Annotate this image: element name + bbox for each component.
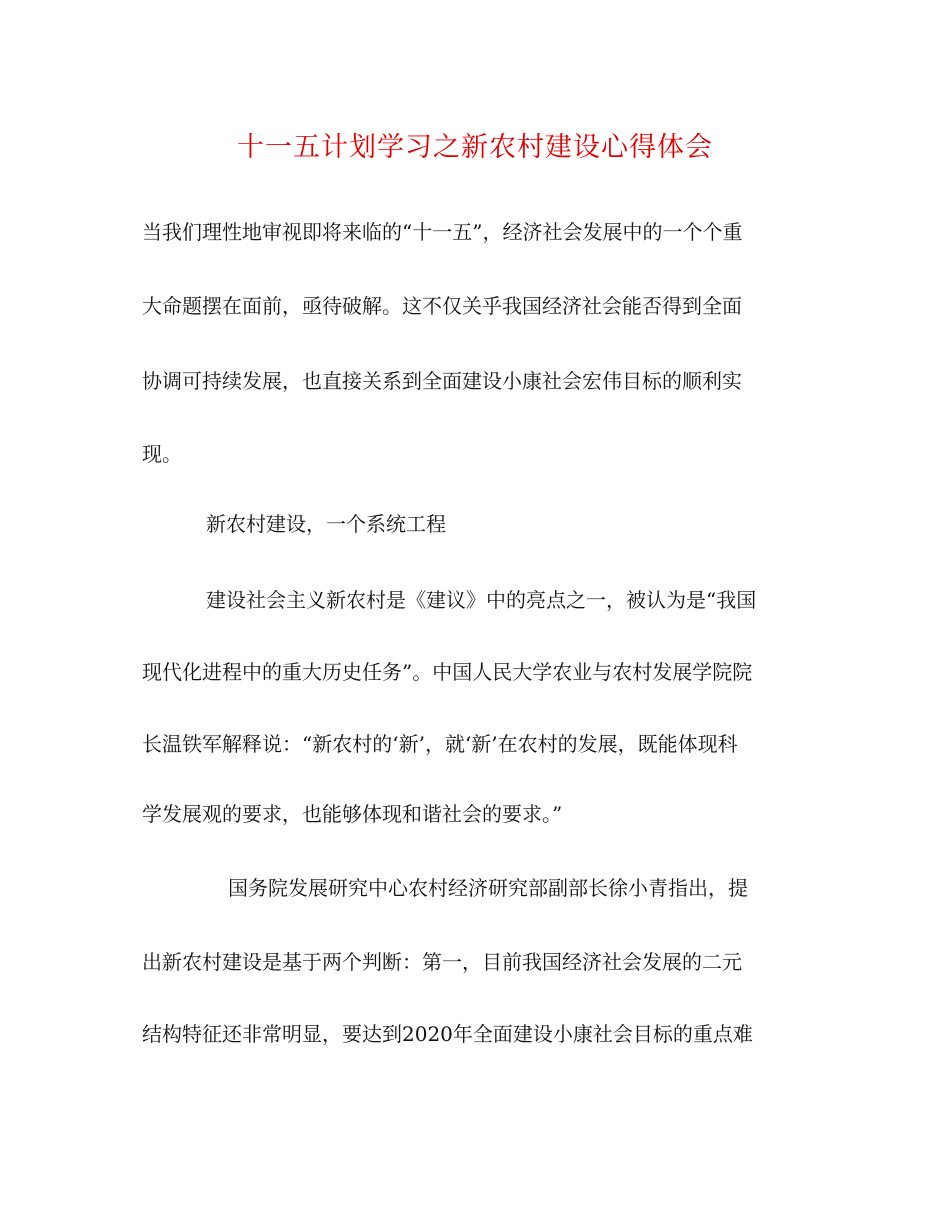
paragraph-line: 当我们理性地审视即将来临的“十一五”，经济社会发展中的一个个重	[142, 220, 743, 244]
paragraph-line: 国务院发展研究中心农村经济研究部副部长徐小青指出，提	[228, 876, 748, 900]
section-heading: 新农村建设，一个系统工程	[206, 512, 446, 536]
paragraph-line: 出新农村建设是基于两个判断：第一，目前我国经济社会发展的二元	[142, 950, 742, 974]
document-title: 十一五计划学习之新农村建设心得体会	[237, 132, 713, 163]
paragraph-line: 现代化进程中的重大历史任务”。中国人民大学农业与农村发展学院院	[142, 660, 753, 684]
paragraph-line: 学发展观的要求，也能够体现和谐社会的要求。”	[142, 802, 563, 826]
paragraph-line: 结构特征还非常明显，要达到2020年全面建设小康社会目标的重点难	[142, 1022, 753, 1046]
paragraph-line: 大命题摆在面前，亟待破解。这不仅关乎我国经济社会能否得到全面	[142, 294, 742, 318]
paragraph-line: 现。	[142, 442, 182, 466]
paragraph-line: 协调可持续发展，也直接关系到全面建设小康社会宏伟目标的顺利实	[142, 369, 742, 393]
paragraph-line: 长温铁军解释说：“新农村的‘新’，就‘新’在农村的发展，既能体现科	[142, 732, 738, 756]
paragraph-line: 建设社会主义新农村是《建议》中的亮点之一，被认为是“我国	[206, 588, 757, 612]
